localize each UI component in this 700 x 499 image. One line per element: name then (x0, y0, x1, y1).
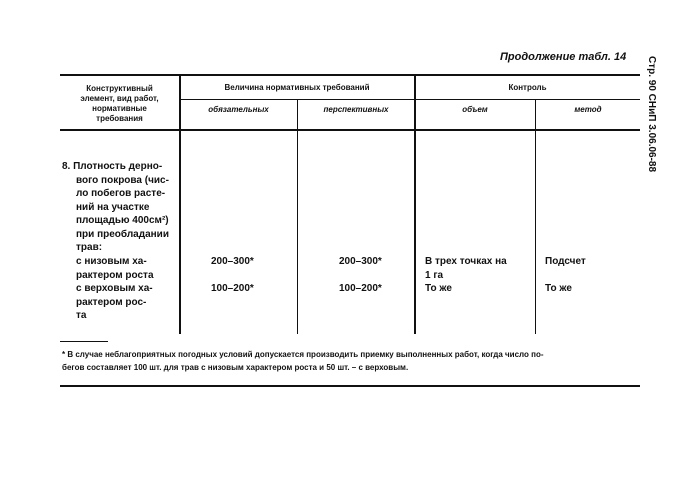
header-volume: объем (462, 105, 488, 114)
table-top-rule (60, 74, 640, 76)
table-row-high-growth-method: То же (545, 283, 572, 294)
table-continuation-caption: Продолжение табл. 14 (500, 51, 627, 63)
side-page-label: Стр. 90 СНиП 3.06.06-88 (646, 56, 657, 173)
table-row-high-growth-volume: То же (425, 283, 452, 294)
footnote: * В случае неблагоприятных погодных условий допускается производить приемку выполненных работ, когда число по- бегов составляет 100 шт. для трав с низовым характером роста и 50 шт. – с верховым. (62, 350, 544, 372)
header-sub-rule (180, 99, 640, 100)
table-row-high-growth-desc: с верховым ха- рактером рос- та (76, 283, 153, 321)
table-row-low-growth-prospective: 200–300* (339, 256, 382, 267)
table-row-low-growth-volume: В трех точках на 1 га (425, 256, 507, 281)
header-element-column: Конструктивный элемент, вид работ, нормативные требования (80, 84, 159, 123)
table-row-high-growth-mandatory: 100–200* (211, 283, 254, 294)
page-bottom-rule (60, 385, 640, 387)
table-row-low-growth-method: Подсчет (545, 256, 586, 267)
footnote-short-rule (60, 341, 108, 342)
header-bottom-rule (60, 129, 640, 131)
header-prospective: перспективных (323, 105, 389, 114)
header-control-group: Контроль (508, 83, 547, 92)
header-mandatory: обязательных (208, 105, 269, 114)
table-row-low-growth-desc: с низовым ха- рактером роста (76, 256, 154, 281)
header-requirements-group: Величина нормативных требований (224, 83, 370, 92)
header-method: метод (574, 105, 602, 114)
table-row-low-growth-mandatory: 200–300* (211, 256, 254, 267)
item-8-description: 8. Плотность дерно- вого покрова (чис- ло побегов расте- ний на участке площадью 400см²) при преобладании трав: (62, 161, 169, 253)
table-row-high-growth-prospective: 100–200* (339, 283, 382, 294)
column-divider-4 (535, 99, 536, 334)
column-divider-2 (297, 99, 298, 334)
